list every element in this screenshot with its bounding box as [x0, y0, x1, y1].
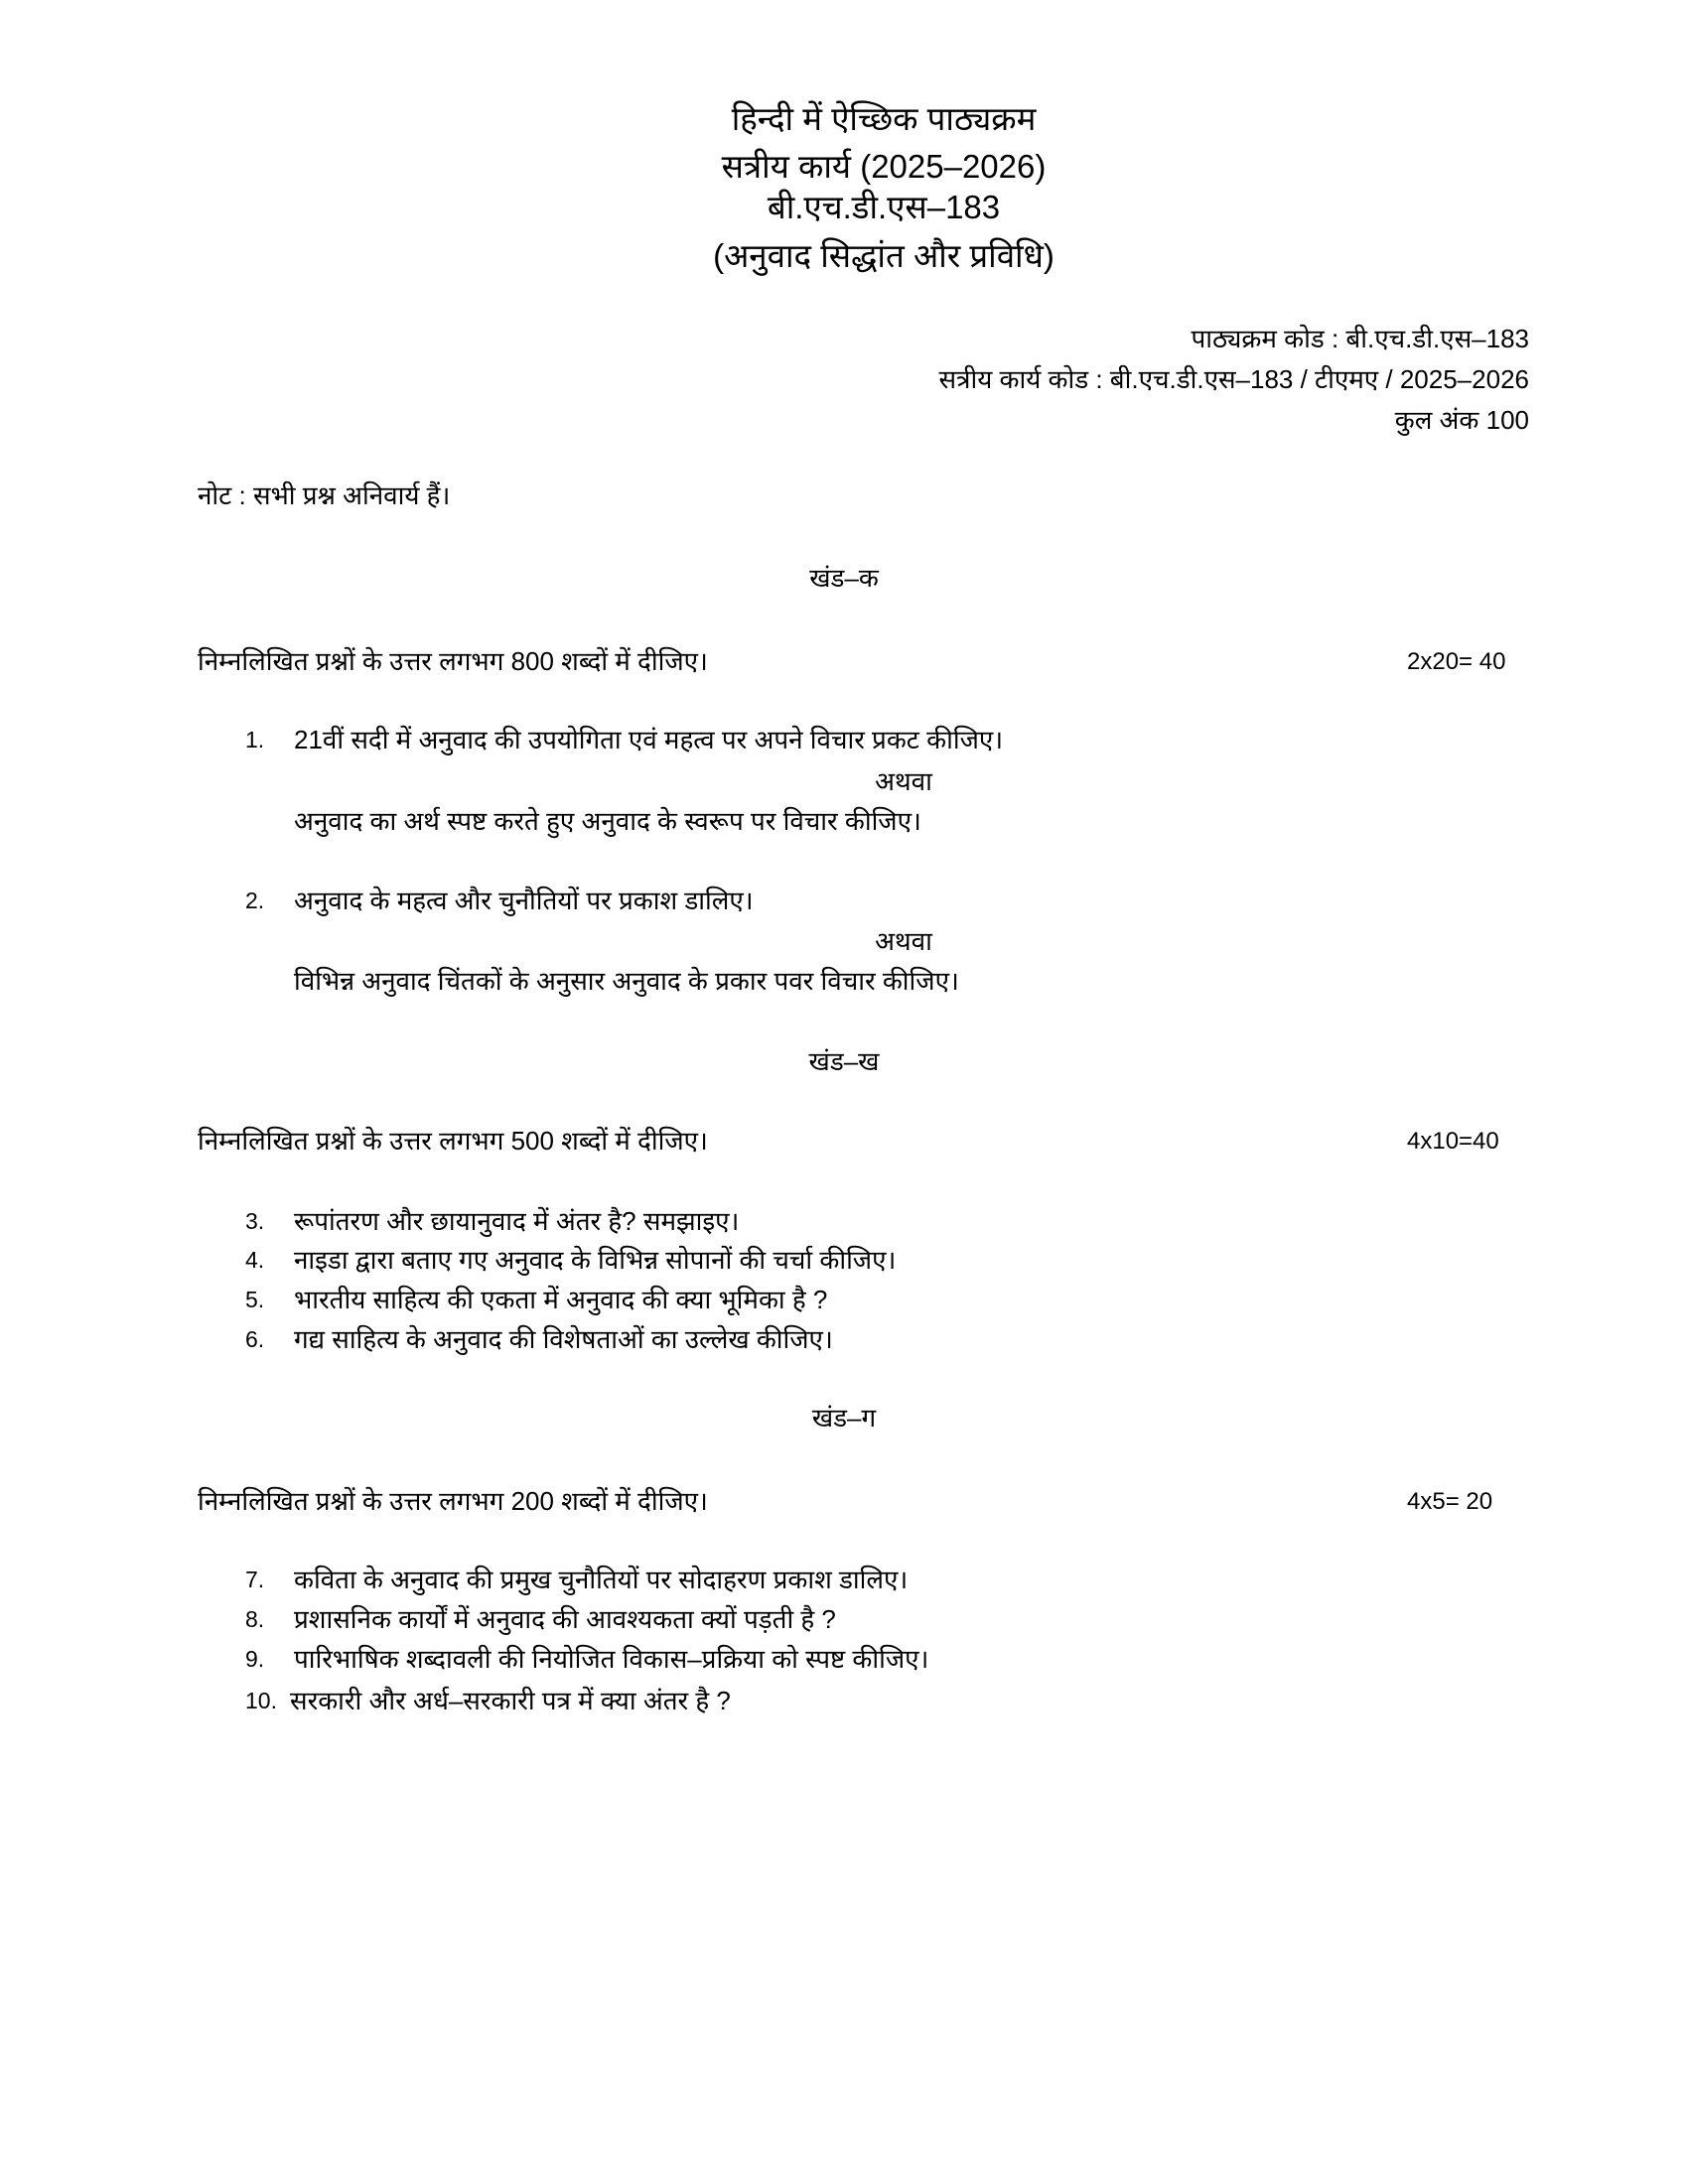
question-number: 6. — [245, 1326, 265, 1352]
section-instruction: निम्नलिखित प्रश्नों के उत्तर लगभग 200 शब्दों में दीजिए। — [198, 1486, 708, 1516]
assignment-code: सत्रीय कार्य कोड : बी.एच.डी.एस–183 / टीएमए / 2025–2026 — [938, 364, 1529, 394]
question-number: 2. — [245, 887, 265, 913]
section-marks: 4x10=40 — [1407, 1128, 1499, 1155]
question-alt-text: विभिन्न अनुवाद चिंतकों के अनुसार अनुवाद के प्रकार पवर विचार कीजिए। — [294, 966, 959, 996]
total-marks: कुल अंक 100 — [1394, 405, 1529, 435]
title-line: सत्रीय कार्य (2025–2026) — [721, 148, 1047, 185]
section-heading: खंड–क — [809, 563, 879, 593]
question-number: 4. — [245, 1247, 265, 1273]
question-text: कविता के अनुवाद की प्रमुख चुनौतियों पर सोदाहरण प्रकाश डालिए। — [294, 1565, 909, 1594]
section-instruction: निम्नलिखित प्रश्नों के उत्तर लगभग 500 शब्दों में दीजिए। — [198, 1126, 708, 1156]
question-text: रूपांतरण और छायानुवाद में अंतर है? समझाइए। — [294, 1206, 740, 1236]
section-heading: खंड–ख — [808, 1046, 880, 1076]
question-text: गद्य साहित्य के अनुवाद की विशेषताओं का उल्लेख कीजिए। — [294, 1324, 833, 1354]
question-alt-text: अनुवाद का अर्थ स्पष्ट करते हुए अनुवाद के स्वरूप पर विचार कीजिए। — [294, 806, 921, 836]
question-text: सरकारी और अर्ध–सरकारी पत्र में क्या अंतर है ? — [290, 1686, 731, 1715]
title-line: हिन्दी में ऐच्छिक पाठ्यक्रम — [731, 100, 1037, 137]
question-number: 1. — [245, 727, 265, 752]
question-number: 3. — [245, 1208, 265, 1234]
question-number: 10. — [245, 1688, 277, 1713]
course-code: पाठ्यक्रम कोड : बी.एच.डी.एस–183 — [1191, 324, 1529, 353]
section-marks: 2x20= 40 — [1407, 648, 1506, 675]
question-text: नाइडा द्वारा बताए गए अनुवाद के विभिन्न सोपानों की चर्चा कीजिए। — [294, 1245, 897, 1275]
question-number: 7. — [245, 1567, 265, 1592]
question-number: 8. — [245, 1606, 265, 1632]
or-label: अथवा — [875, 926, 932, 956]
or-label: अथवा — [875, 766, 932, 796]
question-text: प्रशासनिक कार्यों में अनुवाद की आवश्यकता क्यों पड़ती है ? — [294, 1604, 836, 1634]
question-number: 5. — [245, 1287, 265, 1312]
note: नोट : सभी प्रश्न अनिवार्य हैं। — [198, 480, 451, 510]
title-line: (अनुवाद सिद्धांत और प्रविधि) — [713, 237, 1055, 274]
section-heading: खंड–ग — [811, 1403, 877, 1433]
section-instruction: निम्नलिखित प्रश्नों के उत्तर लगभग 800 शब्दों में दीजिए। — [198, 646, 708, 676]
question-text: भारतीय साहित्य की एकता में अनुवाद की क्या भूमिका है ? — [294, 1285, 828, 1314]
title-line: बी.एच.डी.एस–183 — [767, 189, 1001, 225]
question-text: पारिभाषिक शब्दावली की नियोजित विकास–प्रक्रिया को स्पष्ट कीजिए। — [294, 1644, 929, 1674]
question-number: 9. — [245, 1646, 265, 1672]
question-text: 21वीं सदी में अनुवाद की उपयोगिता एवं महत्व पर अपने विचार प्रकट कीजिए। — [294, 725, 1004, 754]
section-marks: 4x5= 20 — [1407, 1488, 1493, 1515]
question-text: अनुवाद के महत्व और चुनौतियों पर प्रकाश डालिए। — [294, 886, 754, 915]
